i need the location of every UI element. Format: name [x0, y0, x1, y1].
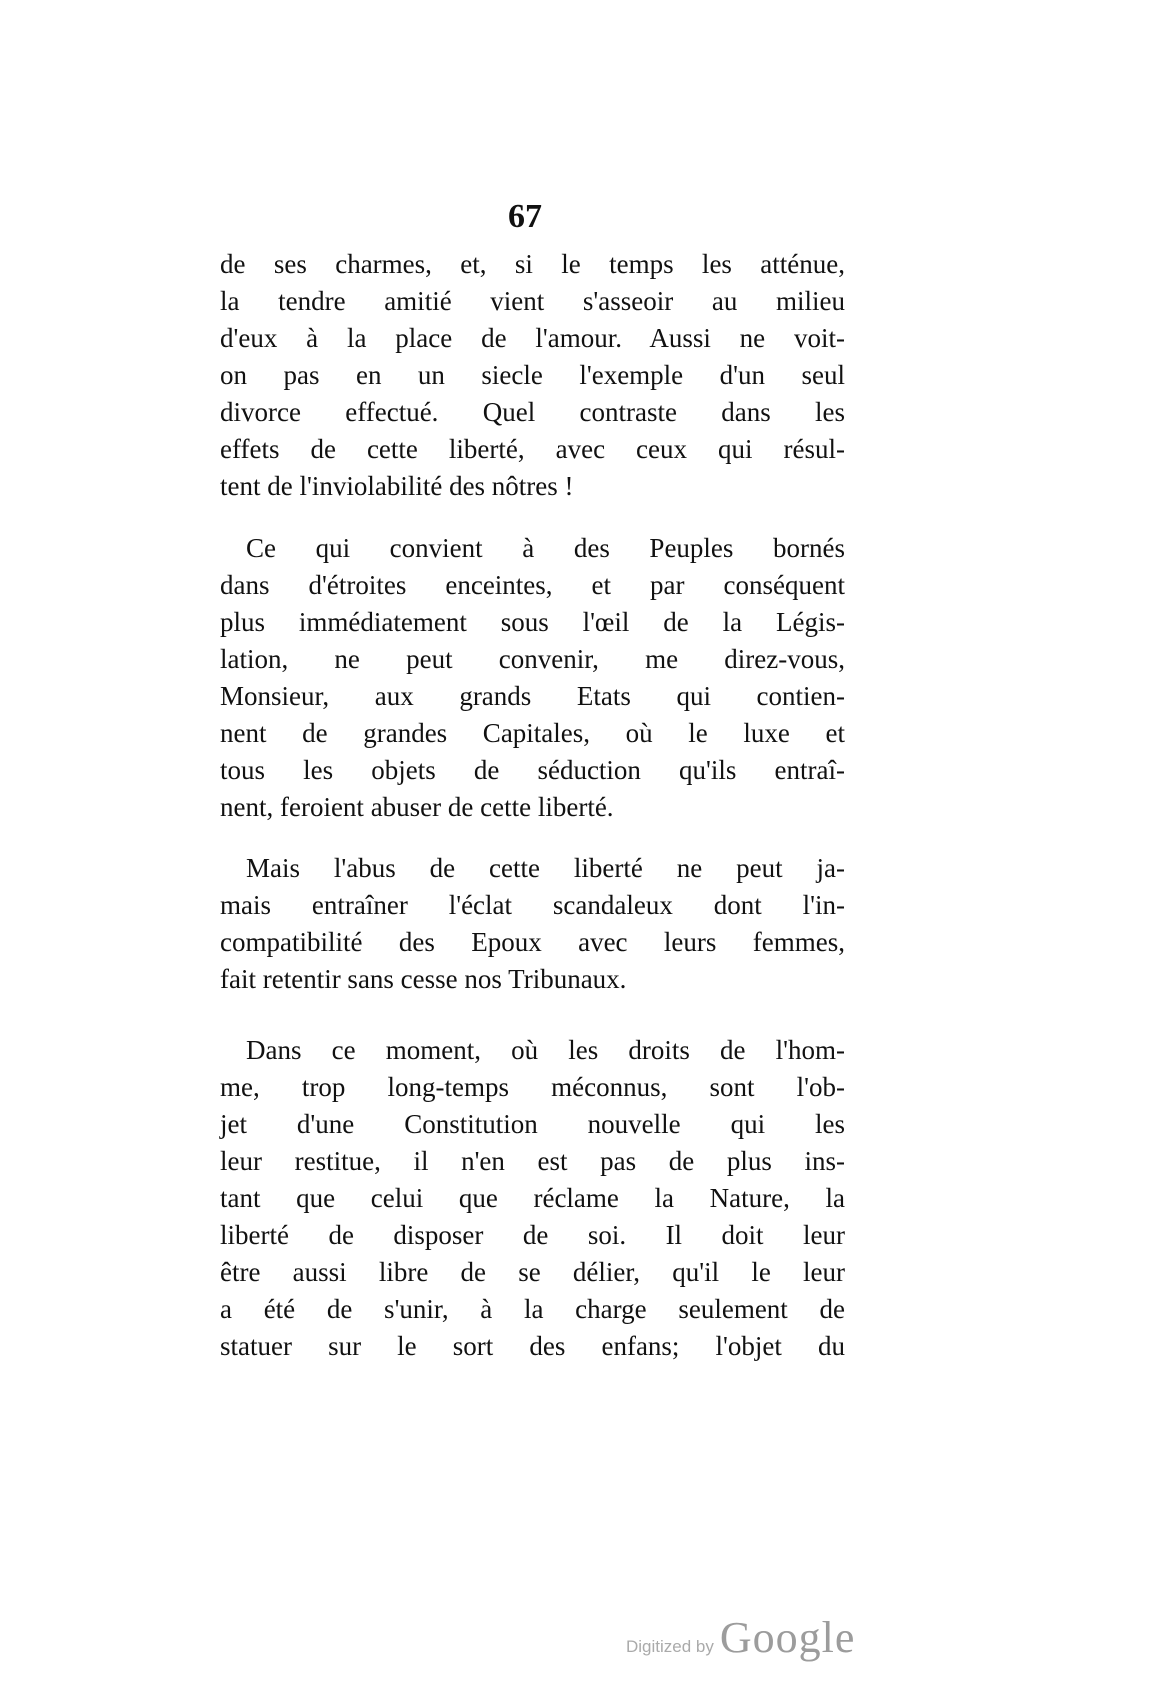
text-line: fait retentir sans cesse nos Tribunaux.: [220, 964, 627, 994]
text-line: plus immédiatement sous l'œil de la Légis-: [220, 607, 845, 637]
text-line: a été de s'unir, à la charge seulement de: [220, 1294, 845, 1324]
text-line: lation, ne peut convenir, me direz-vous,: [220, 644, 845, 674]
text-line: de ses charmes, et, si le temps les atténue,: [220, 249, 845, 279]
paragraph-1: [220, 246, 845, 505]
text-line: être aussi libre de se délier, qu'il le leur: [220, 1257, 845, 1287]
text-line: effets de cette liberté, avec ceux qui résul-: [220, 434, 845, 464]
text-line: tant que celui que réclame la Nature, la: [220, 1183, 845, 1213]
text-line: liberté de disposer de soi. Il doit leur: [220, 1220, 845, 1250]
text-line: la tendre amitié vient s'asseoir au milieu: [220, 286, 845, 316]
text-line: tous les objets de séduction qu'ils entraî-: [220, 755, 845, 785]
paragraph-2: [220, 530, 845, 826]
text-line: nent de grandes Capitales, où le luxe et: [220, 718, 845, 748]
text-line: nent, feroient abuser de cette liberté.: [220, 792, 614, 822]
paragraph-4: [220, 1032, 845, 1365]
page-number: 67: [508, 198, 542, 235]
text-line: me, trop long-temps méconnus, sont l'ob-: [220, 1072, 845, 1102]
text-line: Ce qui convient à des Peuples bornés: [246, 533, 845, 563]
text-line: compatibilité des Epoux avec leurs femmes,: [220, 927, 845, 957]
text-line: mais entraîner l'éclat scandaleux dont l'in-: [220, 890, 845, 920]
watermark-prefix: Digitized by: [626, 1637, 714, 1656]
text-line: Monsieur, aux grands Etats qui contien-: [220, 681, 845, 711]
text-line: statuer sur le sort des enfans; l'objet du: [220, 1331, 845, 1361]
text-line: divorce effectué. Quel contraste dans les: [220, 397, 845, 427]
text-line: d'eux à la place de l'amour. Aussi ne voit-: [220, 323, 845, 353]
text-line: leur restitue, il n'en est pas de plus ins-: [220, 1146, 845, 1176]
text-line: jet d'une Constitution nouvelle qui les: [220, 1109, 845, 1139]
paragraph-3: [220, 850, 845, 998]
text-line: Mais l'abus de cette liberté ne peut ja-: [246, 853, 845, 883]
text-line: tent de l'inviolabilité des nôtres !: [220, 471, 574, 501]
digitized-watermark: [626, 1612, 855, 1663]
text-line: Dans ce moment, où les droits de l'hom-: [246, 1035, 845, 1065]
text-line: dans d'étroites enceintes, et par conséquent: [220, 570, 845, 600]
watermark-brand: Google: [719, 1613, 856, 1662]
text-line: on pas en un siecle l'exemple d'un seul: [220, 360, 845, 390]
